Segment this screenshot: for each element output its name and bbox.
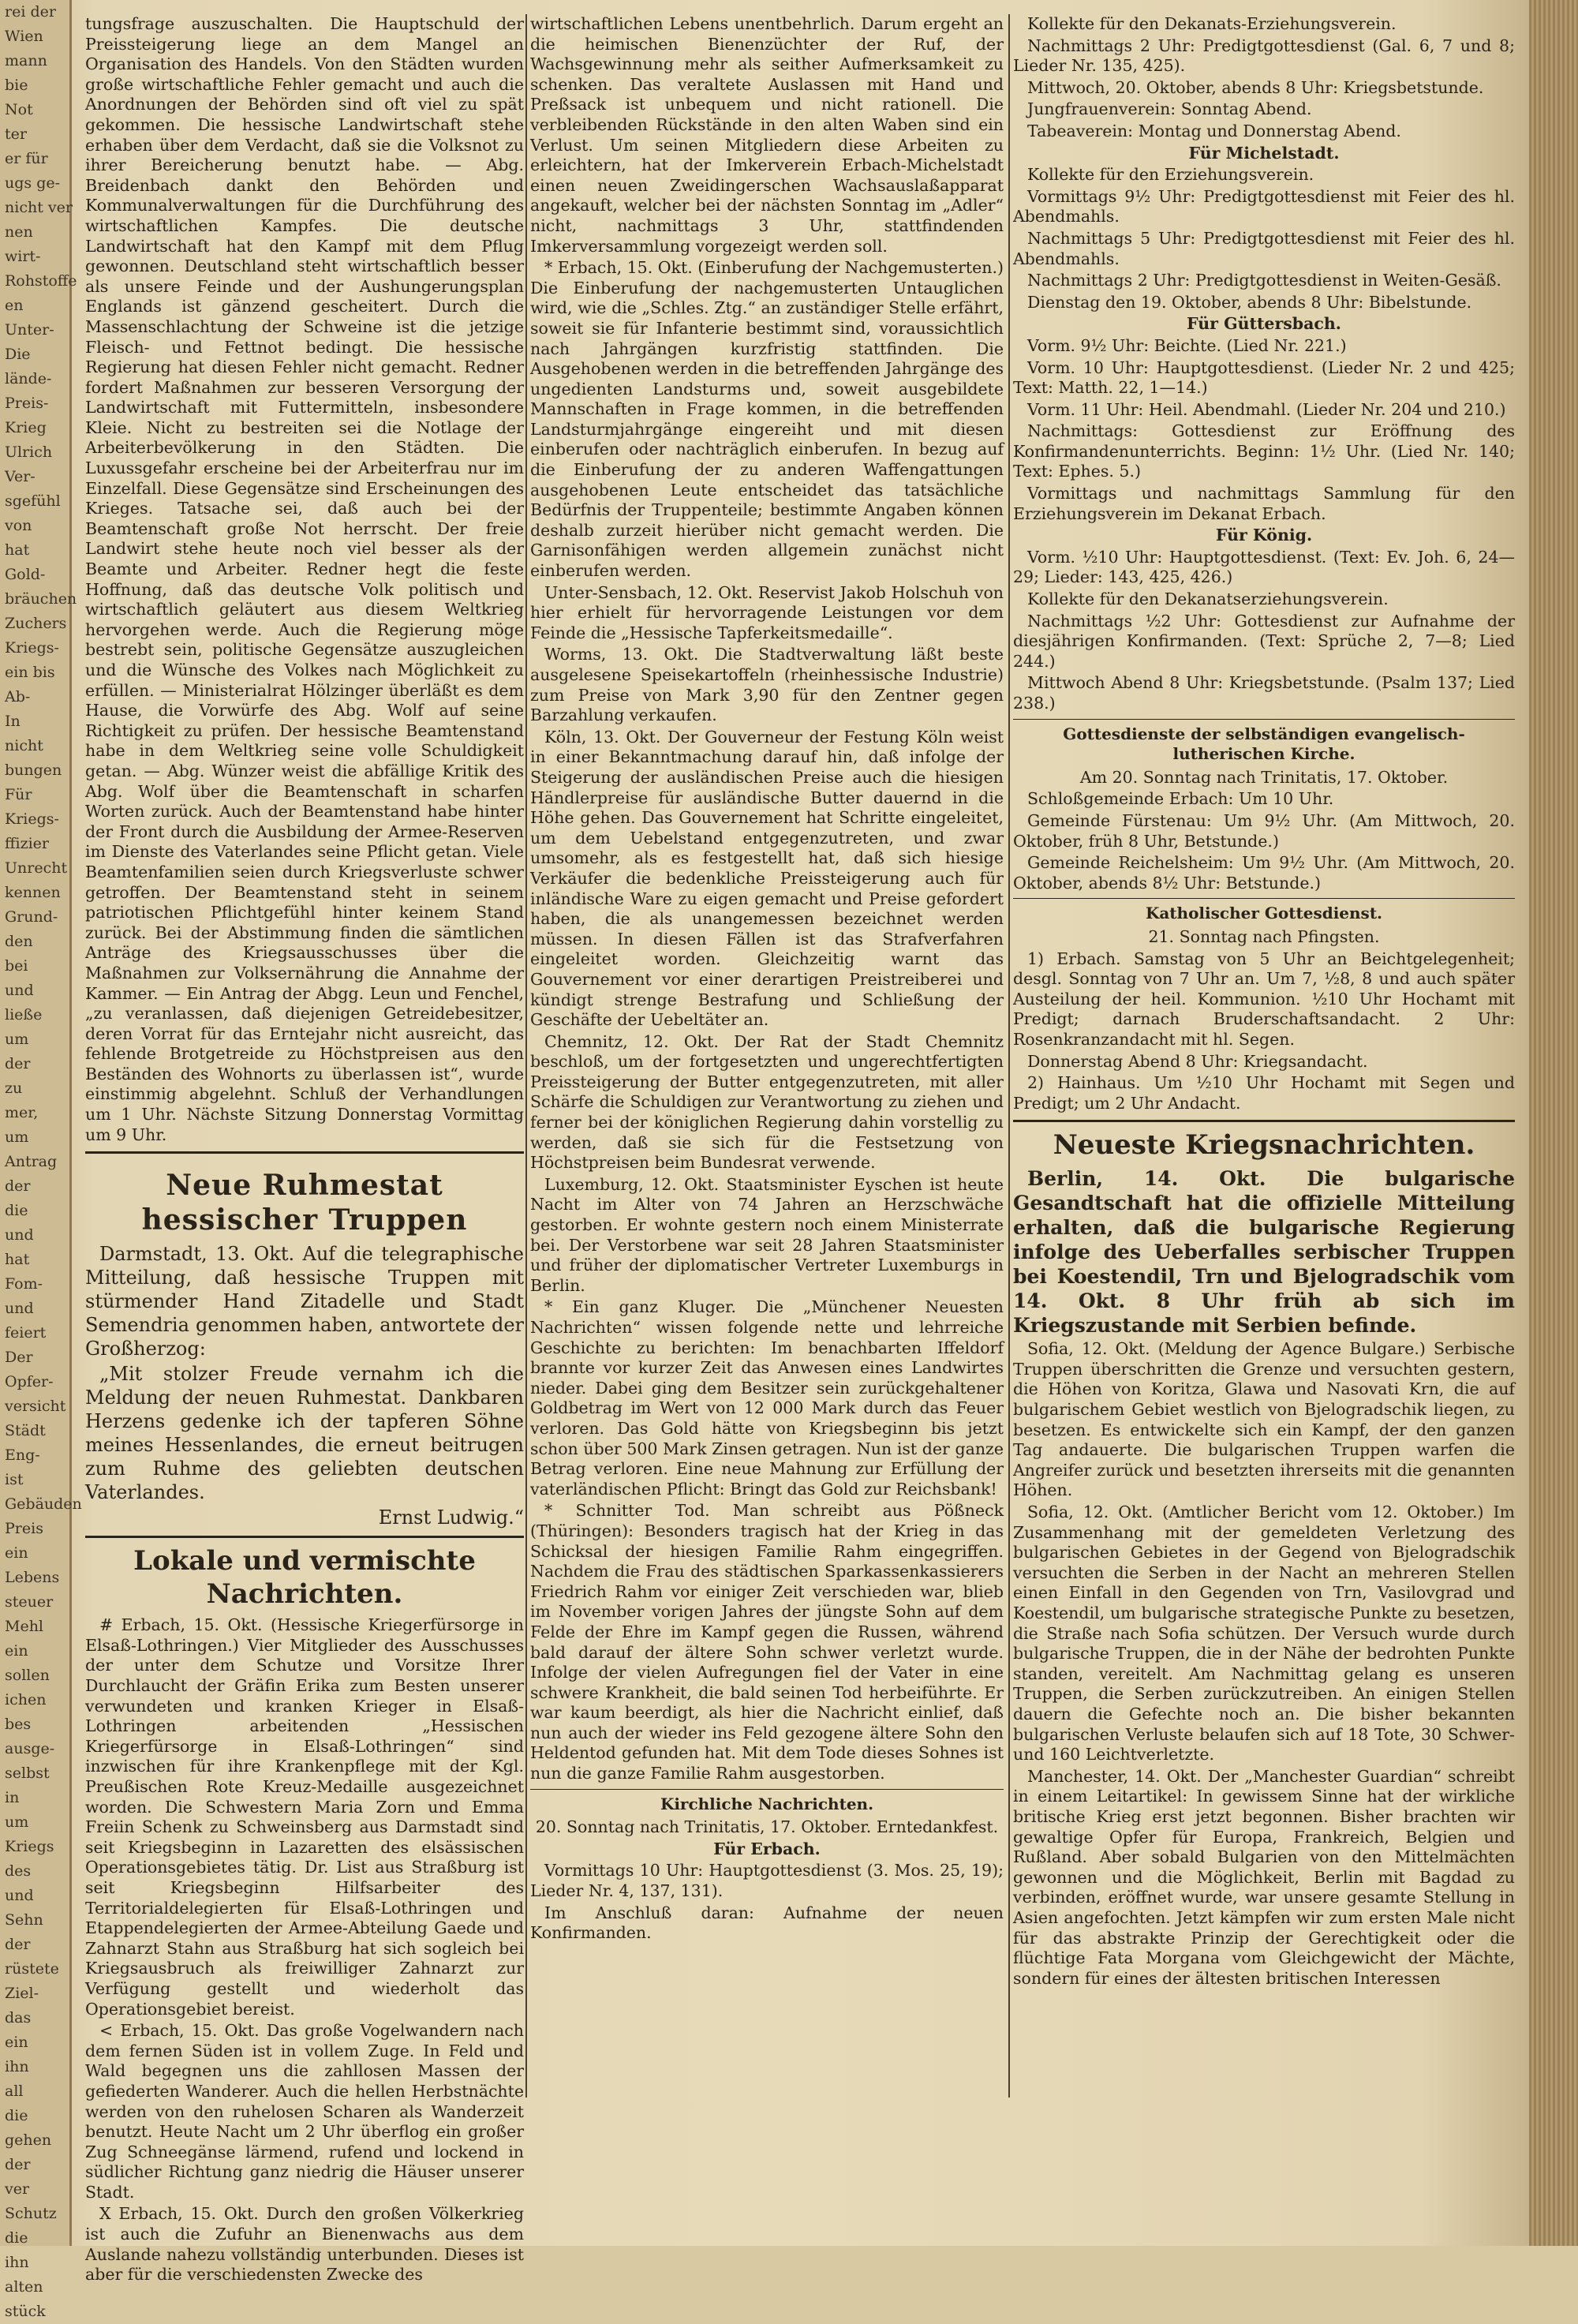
strip-line: die (5, 2229, 28, 2247)
strip-line: um (5, 1031, 29, 1048)
church-sunday: 20. Sonntag nach Trinitatis, 17. Oktober. Erntedankfest. (535, 1817, 999, 1837)
headline-ruhmestat: Neue Ruhmestat hessischer Truppen (141, 1169, 468, 1237)
lutheran-line: Gemeinde Fürstenau: Um 9½ Uhr. (Am Mittwoch, 20. Oktober, früh 8 Uhr, Betstunde.) (1013, 810, 1515, 851)
church-koenig: Für König. (1215, 526, 1313, 545)
column-separator (1008, 14, 1010, 2098)
strip-line: ichen (5, 1691, 47, 1708)
church-line: Mittwoch, 20. Oktober, abends 8 Uhr: Kriegsbetstunde. (1027, 77, 1484, 97)
strip-line: er für (5, 150, 48, 167)
strip-line: Der (5, 1349, 33, 1366)
strip-line: alten (5, 2278, 43, 2296)
catholic-line: 21. Sonntag nach Pfingsten. (1148, 926, 1380, 946)
strip-line: Sehn (5, 1911, 43, 1929)
church-michelstadt: Für Michelstadt. (1188, 143, 1340, 163)
strip-line: Kriegs- (5, 810, 59, 828)
article-schnitter-tod: * Schnitter Tod. Man schreibt aus Pößneck (Thüringen): Besonders tragisch hat der Krieg in das Schicksal der hiesigen Familie Rahm eingegriffen. Nachdem die Frau des städtischen Sparkassenkassierers Friedrich Rahm vor einiger Zeit verschieden war, blieb im November vorigen Jahres der jüngste Sohn auf dem Felde der Ehre im Kampf gegen die Russen, während bald darauf der ältere Sohn schwer verletzt wurde. Infolge der vielen Aufregungen fiel der Vater in eine schwere Krankheit, die bald seinen Tod herbeiführte. Er war kaum beerdigt, als hier die Nachricht einlief, daß nun auch der wieder ins Feld gezogene ältere Sohn den Heldentod gefunden hat. Mit dem Tode dieses Sohnes ist nun die ganze Familie Rahm ausgestorben. (530, 1501, 1004, 1783)
strip-line: versicht (5, 1398, 66, 1415)
strip-line: ihn (5, 2254, 29, 2271)
strip-line: Unrecht (5, 859, 68, 877)
strip-line: die (5, 1202, 28, 1219)
church-line: Nachmittags ½2 Uhr: Gottesdienst zur Aufnahme der diesjährigen Konfirmanden. (Text: Sprüche 2, 7—8; Lied 244.) (1013, 611, 1515, 671)
church-line: Nachmittags 5 Uhr: Predigtgottesdienst mit Feier des hl. Abendmahls. (1013, 228, 1515, 268)
strip-line: lände- (5, 370, 52, 387)
strip-line: mer, (5, 1104, 39, 1121)
strip-line: Preis- (5, 395, 49, 412)
strip-line: bräuchen (5, 590, 77, 608)
strip-line: ter (5, 125, 27, 143)
article-manchester: Manchester, 14. Okt. Der „Manchester Guardian“ schreibt in einem Leitartikel: In gewissem Sinne hat der wirkliche britische Krieg erst jetzt begonnen. Bisher brachten wir gewaltige Opfer für Europa, Frankreich, Belgien und Rußland. Aber sobald Bulgarien von den Mittelmächten gewonnen und die Möglichkeit, Berlin mit Bagdad zu verbinden, eröffnet wurde, war unsere gesamte Stellung in Asien angefochten. Jetzt kämpfen wir zum ersten Male nicht für das abstrakte Prinzip der Gerechtigkeit oder die flüchtige Fata Morgana vom Gleichgewicht der Mächte, sondern für eines der ältesten britischen Interessen (1013, 1766, 1515, 1988)
strip-line: Ziel- (5, 1985, 39, 2002)
strip-line: den (5, 933, 33, 950)
adjacent-page-strip (0, 0, 82, 2320)
strip-line: Kriegs (5, 1838, 54, 1855)
section-local-news: Lokale und vermischte Nachrichten. (133, 1545, 476, 1611)
strip-line: Lebens (5, 1569, 60, 1586)
article-chemnitz: Chemnitz, 12. Okt. Der Rat der Stadt Chemnitz beschloß, um der fortgesetzten und ungerechtfertigten Preissteigerung der Butter entgegenzutreten, mit aller Schärfe die Schuldigen zur Verantwortung zu ziehen und ferner bei der königlichen Regierung dahin vorstellig zu werden, daß sie sich für die Festsetzung von Höchstpreisen beim Bundesrat verwende. (530, 1031, 1004, 1173)
strip-line: en (5, 297, 24, 314)
strip-line: bes (5, 1716, 32, 1733)
strip-line: und (5, 1887, 34, 1904)
strip-line: Gold- (5, 566, 46, 583)
church-line: Vorm. 11 Uhr: Heil. Abendmahl. (Lieder Nr. 204 und 210.) (1027, 399, 1506, 419)
church-line: Dienstag den 19. Oktober, abends 8 Uhr: Bibelstunde. (1027, 292, 1472, 312)
strip-line: Preis (5, 1520, 43, 1537)
divider (85, 1151, 524, 1154)
article-kriegerfuersorge: # Erbach, 15. Okt. (Hessische Kriegerfürsorge in Elsaß-Lothringen.) Vier Mitglieder des Ausschusses der unter dem Schutze und Vorsitze Ihrer Durchlaucht der Gräfin Erika zum Besten unserer verwundeten und kranken Krieger in Elsaß-Lothringen arbeitenden „Hessischen Kriegerfürsorge in Elsaß-Lothringen“ sind inzwischen für ihre Krankenpflege mit der Kgl. Preußischen Rote Kreuz-Medaille ausgezeichnet worden. Die Schwestern Maria Zorn und Emma Freiin Schenk zu Schweinsberg aus Darmstadt sind seit Kriegsbeginn in Lazaretten des elsässischen Operationsgebietes tätig. Dr. List aus Straßburg ist seit Kriegsbeginn Hilfsarbeiter des Territorialdelegierten für Elsaß-Lothringen und Etappendelegierten der Armee-Abteilung Gaede und Zahnarzt Stahn aus Straßburg hat sich sogleich bei Kriegsausbruch als freiwilliger Zahnarzt zur Verfügung gestellt und wiederholt das Operationsgebiet bereist. (85, 1615, 524, 2019)
church-line: Vormittags und nachmittags Sammlung für den Erziehungsverein im Dekanat Erbach. (1013, 484, 1515, 523)
church-erbach-confirmation: Im Anschluß daran: Aufnahme der neuen Konfirmanden. (530, 1903, 1004, 1943)
strip-line: kennen (5, 884, 61, 901)
article-worms: Worms, 13. Okt. Die Stadtverwaltung läßt beste ausgelesene Speisekartoffeln (rheinhessische Industrie) zum Preise von Mark 3,90 für den Zentner gegen Barzahlung verkaufen. (530, 645, 1004, 725)
strip-line: von (5, 517, 32, 534)
strip-line: Eng- (5, 1446, 40, 1464)
grand-duke-signature: Ernst Ludwig.“ (378, 1506, 524, 1529)
church-line: Vorm. 10 Uhr: Hauptgottesdienst. (Lieder Nr. 2 und 425; Text: Matth. 22, 1—14.) (1013, 357, 1515, 398)
strip-line: Not (5, 101, 33, 118)
strip-line: Wien (5, 28, 43, 45)
divider (530, 1789, 1004, 1790)
strip-line: ugs ge- (5, 174, 61, 192)
strip-line: ein bis (5, 664, 55, 681)
darmstadt-report: Darmstadt, 13. Okt. Auf die telegraphische Mitteilung, daß hessische Truppen mit stürmender Hand Zitadelle und Stadt Semendria genommen haben, antwortete der Großherzog: (85, 1243, 524, 1360)
strip-line: bei (5, 957, 28, 975)
article-bienenwachs: X Erbach, 15. Okt. Durch den großen Völkerkrieg ist auch die Zufuhr an Bienenwachs aus dem Auslande nahezu vollständig unterbunden. Dieses ist aber für die verschiedensten Zwecke des (85, 2204, 524, 2285)
strip-line: hat (5, 541, 30, 559)
strip-line: des (5, 1862, 32, 1880)
article-ein-ganz-kluger: * Ein ganz Kluger. Die „Münchener Neuesten Nachrichten“ wissen folgende nette und lehrreiche Geschichte zu berichten: Im benachbarten Iffeldorf brannte vor kurzer Zeit das Anwesen eines Landwirtes nieder. Dabei ging dem Besitzer sein zurückgehaltener Goldbetrag im Wert von 12 000 Mark durch das Feuer verloren. Das Gold hätte von Kriegsbeginn bis jetzt schon über 500 Mark Zinsen getragen. Nun ist der ganze Betrag verloren. Eine neue Mahnung zur Erfüllung der vaterländischen Pflicht: Bringt das Gold zur Reichsbank! (530, 1297, 1004, 1499)
lutheran-line: Am 20. Sonntag nach Trinitatis, 17. Oktober. (1079, 767, 1449, 787)
article-sofia-1: Sofia, 12. Okt. (Meldung der Agence Bulgare.) Serbische Truppen überschritten die Grenze und versuchten gestern, die Höhen von Koritza, Glawa und Nasovati Krn, die auf bulgarischem Gebiet westlich von Bjelogradschik liegen, zu besetzen. Es entwickelte sich ein Kampf, der den ganzen Tag andauerte. Die bulgarischen Truppen warfen die Angreifer zurück und besetzten ihrerseits mit die genannten Höhen. (1013, 1339, 1515, 1500)
church-erbach-service: Vormittags 10 Uhr: Hauptgottesdienst (3. Mos. 25, 19); Lieder Nr. 4, 137, 131). (530, 1861, 1004, 1901)
article-wachsgewinnung: wirtschaftlichen Lebens unentbehrlich. Darum ergeht an die heimischen Bienenzüchter der Ruf, der Wachsgewinnung mehr als seither Aufmerksamkeit zu schenken. Das veraltete Auslassen mit Hand und Preßsack ist unbequem und nicht rationell. Die verbleibenden Rückstände in den alten Waben sind ein Verlust. Um seinen Mitgliedern diese Arbeiten zu erleichtern, hat der Imkerverein Erbach-Michelstadt einen neuen Zweidingerschen Wachsauslaßapparat angekauft, welcher bei der nächsten Sonntag im „Adler“ nicht, nachmittags 3 Uhr, stattfindenden Imkerversammlung vorgezeigt werden soll. (530, 14, 1004, 256)
article-koeln: Köln, 13. Okt. Der Gouverneur der Festung Köln weist in einer Bekanntmachung darauf hin, daß infolge der Steigerung der ausländischen Preise auch die hiesigen Händlerpreise für ausländische Butter dauernd in die Höhe gehen. Das Gouvernement hat Schritte eingeleitet, um dem Uebelstand entgegenzutreten, und zwar umsomehr, als es festgestellt hat, daß sich hiesige Verkäufer die bedenkliche Preissteigerung auch für inländische Ware zu eigen gemacht und Preise gefordert haben, die als unangemessen bezeichnet werden müssen. In diesen Fällen ist das Strafverfahren eingeleitet worden. Gleichzeitig warnt das Gouvernement vor einer derartigen Preistreiberei und kündigt strenge Bestrafung und Schließung der Geschäfte der Uebeltäter an. (530, 727, 1004, 1030)
column-3 (1013, 14, 1515, 2224)
grand-duke-quote: „Mit stolzer Freude vernahm ich die Meldung der neuen Ruhmestat. Dankbaren Herzens gedenke ich der tapferen Söhne meines Hessenlandes, die erneut beitrugen zum Ruhme des geliebten deutschen Vaterlandes. (85, 1363, 524, 1504)
landtag-report: tungsfrage auszuschalten. Die Hauptschuld der Preissteigerung liege an dem Mangel an Organisation des Handels. Von den Städten wurden große wirtschaftliche Fehler gemacht und auch die Anordnungen der Behörden sind oft viel zu spät gekommen. Die hessische Landwirtschaft stehe erhaben über dem Verdacht, daß sie die Volksnot zu ihrer Bereicherung benutzt habe. — Abg. Breidenbach dankt den Behörden und Kommunalverwaltungen für die Durchführung des wirtschaftlichen Kampfes. Die deutsche Landwirtschaft hat den Kampf mit dem Pflug gewonnen. Deutschland steht wirtschaftlich besser als unsere Feinde und der Aushungerungsplan Englands ist gänzend gescheitert. Durch die Massenschlachtung der Schweine ist die jetzige Fleisch- und Fettnot bedingt. Die hessische Regierung hat diesen Fehler nicht gemacht. Redner fordert Maßnahmen zur besseren Versorgung der Landwirtschaft mit Futtermitteln, insbesondere Kleie. Nicht zu bestreiten sei die Notlage der Arbeiterbevölkerung in den Städten. Die Luxussgefahr erscheine bei der Arbeiterfrau nur im Einzelfall. Diese Gegensätze sind Erscheinungen des Krieges. Tatsache sei, daß auch bei der Beamtenschaft große Not herrscht. Der freie Landwirt stehe heute noch viel besser als der Beamte und Arbeiter. Redner hegt die feste Hoffnung, daß das deutsche Volk politisch und wirtschaftlich geläutert aus diesem Weltkrieg hervorgehen werde. Auch die Regierung möge bestrebt sein, politische Gegensätze auszugleichen und die Wünsche des Volkes nach Möglichkeit zu erfüllen. — Ministerialrat Hölzinger überläßt es dem Hause, die Vorwürfe des Abg. Wolf auf seine Richtigkeit zu prüfen. Der hessische Beamtenstand habe in dem Weltkrieg seine volle Schuldigkeit getan. — Abg. Wünzer weist die abfällige Kritik des Abg. Wolf über die Beamtenschaft in scharfen Worten zurück. Auch der Beamtenstand habe hinter der Front durch die Ausbildung der Armee-Reserven im Dienste des Vaterlandes seine Pflicht getan. Viele Beamtenfamilien seien durch Kriegsverluste schwer getroffen. Der Beamtenstand steht in seinem patriotischen Pflichtgefühl hinter keinem Stand zurück. Bei der Abstimmung finden die sämtlichen Anträge des Kriegsausschusses über die Maßnahmen zur Volksernährung die Annahme der Kammer. — Ein Antrag der Abgg. Leun und Fenchel, „zu veranlassen, daß diejenigen Getreidebesitzer, deren Vorrat für das Erntejahr nicht ausreicht, das fehlende Brotgetreide zu Höchstpreisen aus den Beständen des Wohnorts zu überlassen ist“, wurde einstimmig abgelehnt. Schluß der Verhandlungen um 1 Uhr. Nächste Sitzung Donnerstag Vormittag um 9 Uhr. (85, 14, 524, 1144)
strip-line: das (5, 2009, 32, 2026)
catholic-line: 2) Hainhaus. Um ½10 Uhr Hochamt mit Segen und Predigt; um 2 Uhr Andacht. (1013, 1073, 1515, 1113)
column-2 (530, 14, 1004, 2224)
lutheran-heading: Gottesdienste der selbständigen evangelisch-lutherischen Kirche. (1063, 724, 1465, 764)
divider (85, 1536, 524, 1538)
column-1 (85, 14, 524, 2285)
strip-line: Grund- (5, 908, 58, 926)
article-sofia-2: Sofia, 12. Okt. (Amtlicher Bericht vom 12. Oktober.) Im Zusammenhang mit der gemeldeten Verletzung des bulgarischen Gebietes in der Gegend von Bjelogradschik versuchten die Serben in der Nacht an mehreren Stellen einen Einfall in den Gegenden von Trn, Vasilovgrad und Koestendil, um bulgarische strategische Punkte zu besetzen, die Straße nach Sofia schützen. Der Versuch wurde durch bulgarische Truppen, die in der Nähe der bedrohten Punkte standen, vereitelt. Am Nachmittag gelang es unseren Truppen, die Serben zurückzutreiben. An einigen Stellen dauern die Gefechte noch an. Die bisher bekannten bulgarischen Verluste belaufen sich auf 18 Tote, 30 Schwer- und 160 Leichtverletzte. (1013, 1503, 1515, 1765)
article-berlin: Berlin, 14. Okt. Die bulgarische Gesandtschaft hat die offizielle Mitteilung erhalten, daß die bulgarische Regierung infolge des Ueberfalles serbischer Truppen bei Koestendil, Trn und Bjelogradschik vom 14. Okt. 8 Uhr früh ab sich im Kriegszustande mit Serbien befinde. (1013, 1167, 1515, 1338)
strip-line: ist (5, 1471, 24, 1488)
article-einberufung: * Erbach, 15. Okt. (Einberufung der Nachgemusterten.) Die Einberufung der nachgemusterten Untauglichen wird, wie die „Schles. Ztg.“ an zuständiger Stelle erfährt, soweit sie für Infanterie bestimmt sind, voraussichtlich nach Jahrgängen kurzfristig stattfinden. Die Ausgehobenen werden in die betreffenden Jahrgänge des ungedienten Landsturms und, soweit ausgebildete Mannschaften in Frage kommen, in die betreffenden Landsturmjahrgänge eingereiht und mit diesen einberufen oder nachträglich einberufen. In bezug auf die Einberufung der zu anderen Waffengattungen ausgehobenen Leute entscheidet das tatsächliche Bedürfnis der Truppenteile; bestimmte Angaben können deshalb zurzeit hierüber nicht gemacht werden. Die Garnisonfähigen werden allgemein zunächst nicht einberufen werden. (530, 258, 1004, 581)
strip-line: in (5, 1789, 20, 1806)
strip-line: sgefühl (5, 492, 61, 510)
church-line: Kollekte für den Erziehungsverein. (1027, 165, 1314, 185)
lutheran-line: Schloßgemeinde Erbach: Um 10 Uhr. (1027, 789, 1334, 809)
article-vogelwandern: < Erbach, 15. Okt. Das große Vogelwandern nach dem fernen Süden ist in vollem Zuge. In Feld und Wald begegnen uns die zahllosen Massen der gefiederten Wanderer. Auch die hellen Herbstnächte werden von den ruhelosen Scharen als Wanderzeit benutzt. Heute Nacht um 2 Uhr überflog ein großer Zug Schneegänse lärmend, rufend und lockend in südlicher Richtung ganz niedrig die Häuser unserer Stadt. (85, 2021, 524, 2202)
strip-line: und (5, 982, 34, 999)
church-line: Kollekte für den Dekanatserziehungsverein. (1027, 589, 1389, 609)
church-line: Kollekte für den Dekanats-Erziehungsverein. (1027, 14, 1397, 33)
strip-line: stück (5, 2303, 46, 2320)
column-separator (525, 14, 527, 2098)
strip-line: Mehl (5, 1618, 44, 1635)
strip-line: um (5, 1813, 29, 1831)
strip-line: ließe (5, 1006, 43, 1024)
strip-line: ihn (5, 2058, 29, 2075)
strip-line: der (5, 1936, 31, 1953)
church-line: Vorm. ½10 Uhr: Hauptgottesdienst. (Text: Ev. Joh. 6, 24—29; Lieder: 143, 425, 426.) (1013, 547, 1515, 587)
strip-line: Unter- (5, 321, 54, 339)
lutheran-line: Gemeinde Reichelsheim: Um 9½ Uhr. (Am Mittwoch, 20. Oktober, abends 8½ Uhr: Betstunde.) (1013, 853, 1515, 893)
strip-line: nicht (5, 737, 43, 754)
strip-line: um (5, 1128, 29, 1146)
church-line: Jungfrauenverein: Sonntag Abend. (1027, 99, 1312, 119)
catholic-line: Donnerstag Abend 8 Uhr: Kriegsandacht. (1027, 1051, 1368, 1071)
strip-line: Fom- (5, 1275, 43, 1293)
strip-line: Die (5, 346, 31, 363)
church-line: Vormittags 9½ Uhr: Predigtgottesdienst mit Feier des hl. Abendmahls. (1013, 186, 1515, 226)
strip-line: Gebäuden (5, 1495, 82, 1513)
strip-line: Ulrich (5, 443, 53, 461)
strip-line: ein (5, 1544, 28, 1562)
church-line: Nachmittags 2 Uhr: Predigtgottesdienst (Gal. 6, 7 und 8; Lieder Nr. 135, 425). (1013, 36, 1515, 76)
strip-line: der (5, 2156, 31, 2173)
strip-line: rei der (5, 3, 56, 21)
war-news-heading: Neueste Kriegsnachrichten. (1053, 1129, 1475, 1162)
strip-line: Opfer- (5, 1373, 54, 1390)
catholic-line: 1) Erbach. Samstag von 5 Uhr an Beichtgelegenheit; desgl. Sonntag von 7 Uhr an. Um 7, ½8, 8 und auch später Austeilung der heil. Kommunion. ½10 Uhr Hochamt mit Predigt; darnach Bruderschaftsandacht. 2 Uhr: Rosenkranzandacht mit hl. Segen. (1013, 949, 1515, 1049)
divider (1013, 898, 1515, 899)
strip-line: nen (5, 223, 33, 241)
divider (1013, 1120, 1515, 1122)
strip-line: der (5, 1055, 31, 1072)
strip-line: nicht ver (5, 199, 73, 216)
church-line: Vorm. 9½ Uhr: Beichte. (Lied Nr. 221.) (1027, 335, 1347, 355)
strip-line: Zuchers (5, 615, 67, 632)
divider (1013, 719, 1515, 720)
strip-line: selbst (5, 1765, 50, 1782)
strip-line: Rohstoffe (5, 272, 77, 290)
strip-line: Schutz (5, 2205, 57, 2222)
strip-line: ein (5, 1642, 28, 1660)
strip-line: der (5, 1177, 31, 1195)
catholic-heading: Katholischer Gottesdienst. (1145, 904, 1383, 923)
strip-line: Für (5, 786, 32, 803)
strip-line: und (5, 1300, 34, 1317)
church-news-heading: Kirchliche Nachrichten. (660, 1794, 874, 1813)
church-line: Nachmittags 2 Uhr: Predigtgottesdienst in Weiten-Gesäß. (1027, 271, 1501, 290)
strip-line: rüstete (5, 1960, 59, 1978)
strip-line: ffizier (5, 835, 49, 852)
strip-line: Antrag (5, 1153, 58, 1170)
article-luxemburg: Luxemburg, 12. Okt. Staatsminister Eyschen ist heute Nacht im Alter von 74 Jahren an Herzschwäche gestorben. Er wohnte gestern noch einem Ministerrate bei. Der Verstorbene war seit 28 Jahren Staatsminister und früher der diplomatischer Vertreter Luxemburgs in Berlin. (530, 1174, 1004, 1295)
strip-line: ver (5, 2180, 30, 2198)
strip-line: gehen (5, 2131, 52, 2149)
strip-line: hat (5, 1251, 30, 1268)
strip-line: bie (5, 77, 28, 94)
book-edge (1529, 0, 1578, 2246)
strip-line: mann (5, 52, 47, 69)
strip-line: Ver- (5, 468, 36, 485)
strip-line: ein (5, 2034, 28, 2051)
strip-line: Krieg (5, 419, 47, 436)
strip-line: Städt (5, 1422, 46, 1439)
strip-line: Kriegs- (5, 639, 59, 657)
strip-line: wirt- (5, 248, 41, 265)
strip-line: all (5, 2083, 24, 2100)
strip-line: ausge- (5, 1740, 55, 1757)
article-unter-sensbach: Unter-Sensbach, 12. Okt. Reservist Jakob Holschuh von hier erhielt für hervorragende Leistungen vor dem Feinde die „Hessische Tapferkeitsmedaille“. (530, 582, 1004, 642)
strip-line: zu (5, 1080, 23, 1097)
strip-line: bungen (5, 762, 62, 779)
strip-line: In (5, 713, 21, 730)
strip-line: steuer (5, 1593, 54, 1611)
church-line: Nachmittags: Gottesdienst zur Eröffnung des Konfirmandenunterrichts. Beginn: 1½ Uhr. (Lied Nr. 140; Text: Ephes. 5.) (1013, 421, 1515, 481)
strip-line: die (5, 2107, 28, 2124)
church-erbach: Für Erbach. (713, 1839, 821, 1858)
strip-line: Ab- (5, 688, 31, 705)
strip-line: und (5, 1226, 34, 1244)
strip-line: feiert (5, 1324, 47, 1342)
church-guettersbach: Für Güttersbach. (1187, 314, 1341, 334)
church-line: Tabeaverein: Montag und Donnerstag Abend. (1027, 121, 1401, 140)
strip-line: sollen (5, 1667, 50, 1684)
church-line: Mittwoch Abend 8 Uhr: Kriegsbetstunde. (Psalm 137; Lied 238.) (1013, 673, 1515, 713)
